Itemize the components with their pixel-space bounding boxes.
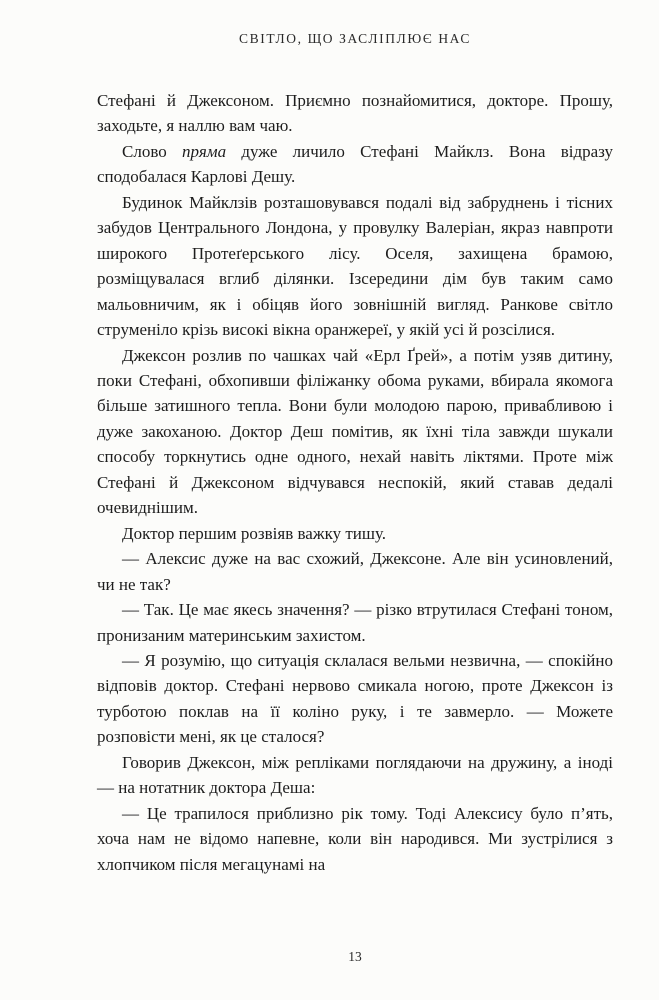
paragraph (97, 521, 613, 546)
running-header: СВІТЛО, ЩО ЗАСЛІПЛЮЄ НАС (239, 31, 471, 46)
paragraph (97, 597, 613, 648)
paragraph (97, 343, 613, 521)
paragraph (97, 750, 613, 801)
italic-text-run: пряма (182, 141, 227, 161)
text-run: Говорив Джексон, між репліками поглядаючи на дружину, а іноді — на нотатник доктора Деша: (97, 752, 613, 798)
text-run: Джексон розлив по чашках чай «Ерл Ґрей», а потім узяв дитину, поки Стефані, обхопивши філіжанку обома руками, вбирала якомога більше затишного тепла. Вони були молодою парою, привабливою і дуже закоханою. Доктор Деш помітив, як їхні тіла завжди шукали способу торкнутись одне одного, нехай навіть ліктями. Проте між Стефані й Джексоном відчувався неспокій, який ставав дедалі очевиднішим. (97, 345, 613, 518)
text-run: Стефані й Джексоном. Приємно познайомитися, докторе. Прошу, заходьте, я наллю вам чаю. (97, 91, 613, 136)
text-run: Будинок Майклзів розташовувався подалі від забруднень і тісних забудов Центрального Лондона, у провулку Валеріан, якраз навпроти широкого Протеґерського лісу. Оселя, захищена брамою, розміщувалася вглиб ділянки. Ізсередини дім був таким само мальовничим, як і обіцяв його зовнішній вигляд. Ранкове світло струменіло крізь високі вікна оранжереї, у якій усі й розсілися. (97, 192, 613, 340)
text-run: Доктор першим розвіяв важку тишу. (122, 523, 387, 543)
page-number: 13 (348, 949, 362, 964)
paragraph (97, 546, 613, 597)
text-run: Слово (122, 141, 183, 161)
text-run: — Алексис дуже на вас схожий, Джексоне. Але він усиновлений, чи не так? (97, 549, 613, 594)
text-run: — Так. Це має якесь значення? — різко втрутилася Стефані тоном, пронизаним материнським захистом. (97, 600, 613, 645)
text-run: — Це трапилося приблизно рік тому. Тоді Алексису було п’ять, хоча нам не відомо напевне, коли він народився. Ми зустрілися з хлопчиком після мегацунамі на (97, 803, 613, 874)
paragraph (97, 139, 613, 190)
body-text (97, 88, 613, 877)
paragraph (97, 648, 613, 750)
paragraph (97, 801, 613, 877)
paragraph (97, 88, 613, 139)
text-run: — Я розумію, що ситуація склалася вельми незвична, — спокійно відповів доктор. Стефані нервово смикала ногою, проте Джексон із турботою поклав на її коліно руку, і те завмерло. — Можете розповісти мені, як це сталося? (97, 650, 613, 747)
paragraph (97, 190, 613, 343)
text-run: дуже личило Стефані Майклз. Вона відразу сподобалася Карлові Дешу. (97, 141, 614, 187)
